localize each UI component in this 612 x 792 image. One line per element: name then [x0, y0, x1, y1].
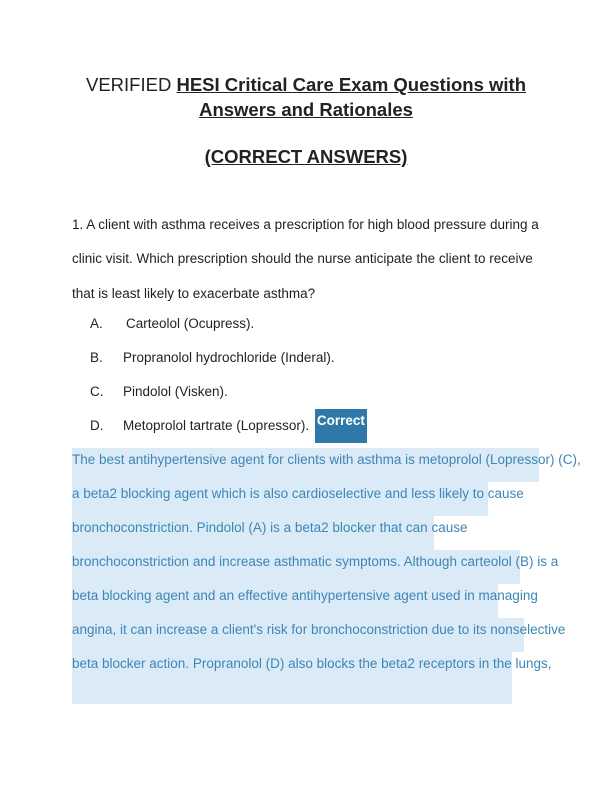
- title-prefix: VERIFIED: [85, 74, 177, 95]
- rationale-line: beta blocking agent and an effective antihypertensive agent used in managing: [72, 584, 498, 618]
- title-underlined: HESI Critical Care Exam Questions with Answers and Rationales: [176, 74, 527, 120]
- rationale-line: The best antihypertensive agent for clients with asthma is metoprolol (Lopressor) (C),: [72, 448, 539, 482]
- rationale-line: angina, it can increase a client's risk for bronchoconstriction due to its nonselective: [72, 618, 524, 652]
- option-letter: A.: [90, 316, 103, 331]
- option-letter: D.: [90, 418, 104, 433]
- rationale-highlight-tail: [72, 686, 512, 704]
- option-text: Pindolol (Visken).: [123, 384, 228, 399]
- option-letter: C.: [90, 384, 104, 399]
- correct-answer-badge: Correct: [315, 409, 367, 443]
- option-d-label: Metoprolol tartrate (Lopressor).: [123, 418, 310, 433]
- rationale-line: bronchoconstriction. Pindolol (A) is a beta2 blocker that can cause: [72, 516, 434, 550]
- document-title: [60, 72, 552, 122]
- question-text: 1. A client with asthma receives a prescription for high blood pressure during a clinic visit. Which prescription should the nurse anticipate the client to receive that is least likely to exacerbate asthma?: [72, 217, 539, 301]
- option-text: [123, 409, 367, 443]
- rationale-line: a beta2 blocking agent which is also cardioselective and less likely to cause: [72, 482, 488, 516]
- option-text: Propranolol hydrochloride (Inderal).: [123, 350, 335, 365]
- rationale-block: [72, 448, 581, 704]
- rationale-line: beta blocker action. Propranolol (D) also blocks the beta2 receptors in the lungs,: [72, 652, 512, 686]
- document-subtitle: (CORRECT ANSWERS): [204, 146, 408, 167]
- rationale-line: bronchoconstriction and increase asthmatic symptoms. Although carteolol (B) is a: [72, 550, 520, 584]
- option-letter: B.: [90, 350, 103, 365]
- option-text: Carteolol (Ocupress).: [126, 316, 255, 331]
